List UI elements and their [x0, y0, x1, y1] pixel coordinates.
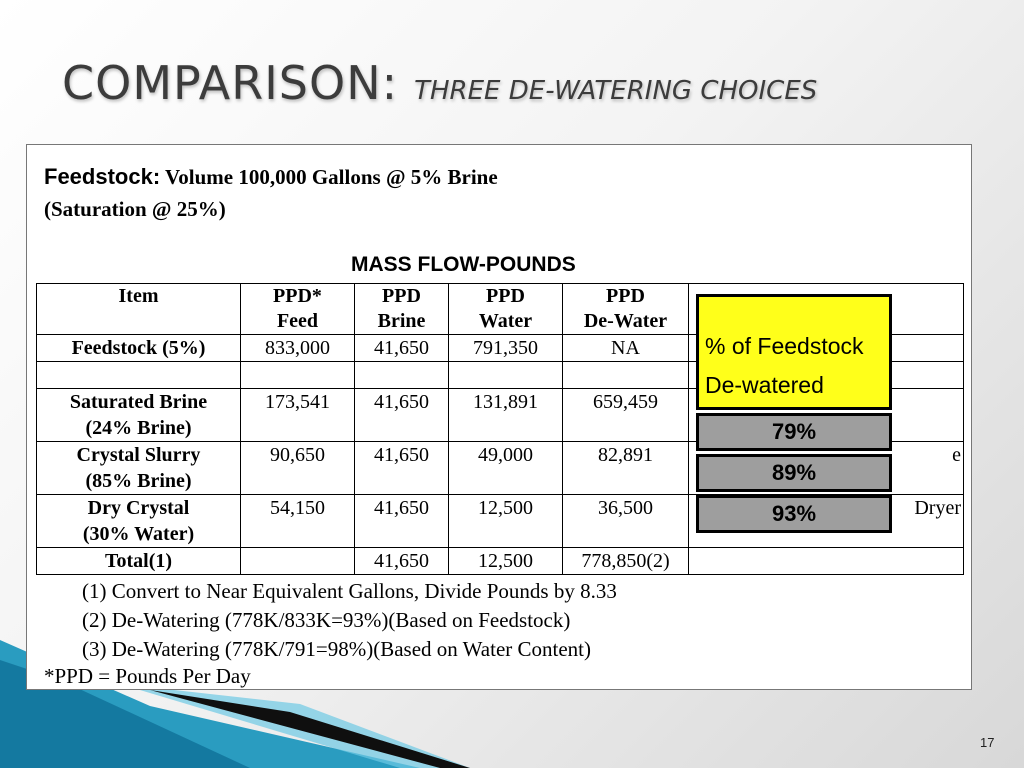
row-dewater: NA [563, 335, 689, 362]
overlay-header: % of Feedstock De-watered [696, 294, 892, 410]
row-feed: 54,150 [241, 495, 355, 548]
note-item: (2) De-Watering (778K/833K=93%)(Based on Feedstock) [82, 608, 571, 632]
header-ppd-brine: PPD Brine [355, 284, 449, 335]
row-water: 12,500 [449, 495, 563, 548]
row-water: 12,500 [449, 548, 563, 575]
row-dewater [563, 362, 689, 389]
row-item: Crystal Slurry (85% Brine) [37, 442, 241, 495]
row-dewater: 82,891 [563, 442, 689, 495]
row-extra: Dryer [689, 495, 964, 548]
header-ppd-feed: PPD* Feed [241, 284, 355, 335]
table-row [37, 548, 964, 575]
slide-title-subtitle: THREE DE-WATERING CHOICES [414, 76, 818, 106]
row-extra: e [689, 442, 964, 495]
row-item: Feedstock (5%) [37, 335, 241, 362]
row-brine: 41,650 [355, 548, 449, 575]
overlay-value: 79% [696, 413, 892, 451]
row-extra [689, 548, 964, 575]
dewatered-percent-overlay [696, 294, 892, 533]
feedstock-saturation: (Saturation @ 25%) [44, 197, 226, 221]
overlay-value: 93% [696, 495, 892, 533]
row-dewater: 778,850(2) [563, 548, 689, 575]
slide-title-main: COMPARISON: [62, 56, 399, 110]
row-item: Saturated Brine (24% Brine) [37, 389, 241, 442]
row-water: 131,891 [449, 389, 563, 442]
header-ppd-dewater: PPD De-Water [563, 284, 689, 335]
header-ppd-water: PPD Water [449, 284, 563, 335]
header-item: Item [37, 284, 241, 335]
overlay-value: 89% [696, 454, 892, 492]
row-item [37, 362, 241, 389]
row-feed: 833,000 [241, 335, 355, 362]
row-brine [355, 362, 449, 389]
row-brine: 41,650 [355, 442, 449, 495]
mass-flow-title: MASS FLOW-POUNDS [351, 253, 576, 276]
row-feed: 90,650 [241, 442, 355, 495]
feedstock-label: Feedstock: [44, 164, 161, 189]
page-number: 17 [980, 735, 995, 750]
note-item: (3) De-Watering (778K/791=98%)(Based on Water Content) [82, 637, 592, 661]
row-dewater: 659,459 [563, 389, 689, 442]
row-brine: 41,650 [355, 389, 449, 442]
slide-title [62, 56, 817, 110]
note-item: (1) Convert to Near Equivalent Gallons, Divide Pounds by 8.33 [82, 579, 617, 603]
row-item: Total(1) [37, 548, 241, 575]
row-feed [241, 548, 355, 575]
row-water: 49,000 [449, 442, 563, 495]
row-dewater: 36,500 [563, 495, 689, 548]
row-item: Dry Crystal (30% Water) [37, 495, 241, 548]
row-water [449, 362, 563, 389]
feedstock-description [44, 161, 498, 225]
row-water: 791,350 [449, 335, 563, 362]
row-brine: 41,650 [355, 335, 449, 362]
row-brine: 41,650 [355, 495, 449, 548]
feedstock-volume: Volume 100,000 Gallons @ 5% Brine [165, 165, 498, 189]
ppd-footnote: *PPD = Pounds Per Day [44, 664, 251, 688]
notes-list [82, 577, 617, 664]
row-feed [241, 362, 355, 389]
row-feed: 173,541 [241, 389, 355, 442]
